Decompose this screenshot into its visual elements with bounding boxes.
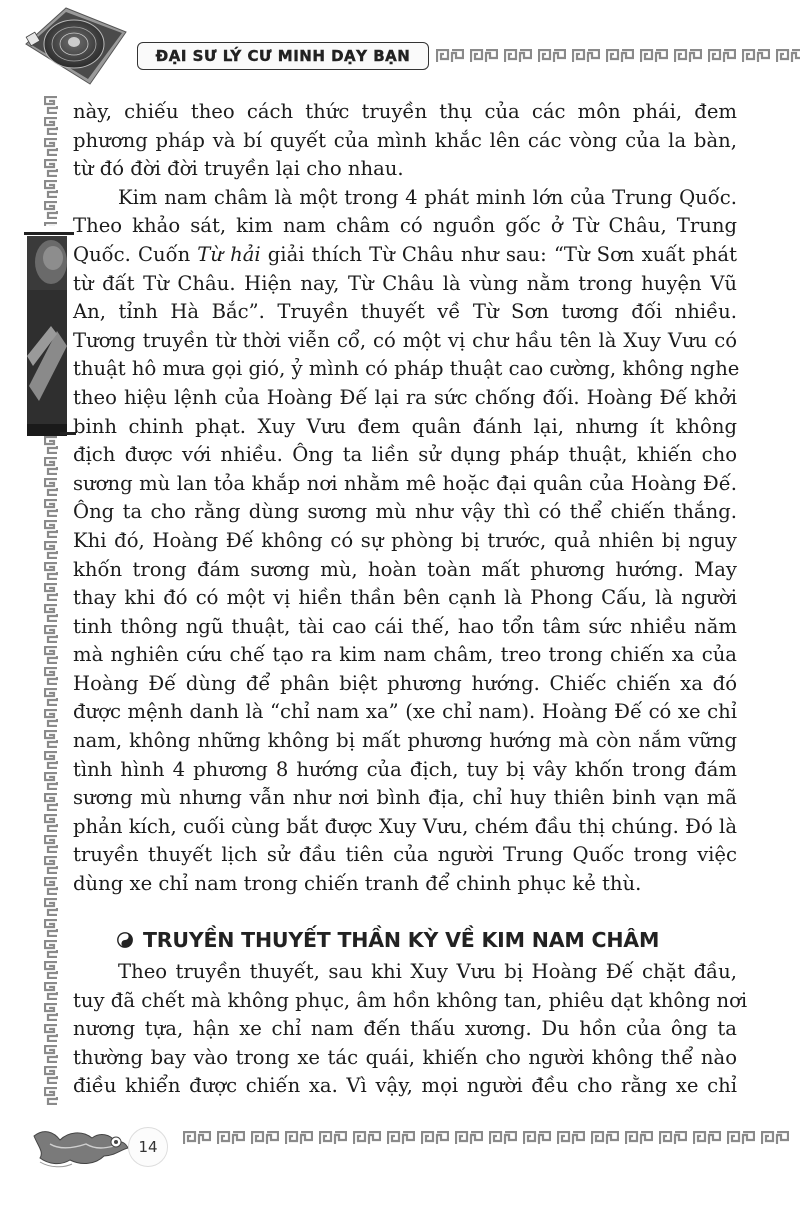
left-meander-border-upper <box>44 96 58 226</box>
meander-unit-icon <box>44 730 58 748</box>
meander-unit-icon <box>504 49 532 63</box>
text-line: này, chiếu theo cách thức truyền thụ của các môn phái, đem <box>73 100 737 123</box>
text-line: địch được với nhiều. Ông ta liền sử dụng pháp thuật, khiến cho <box>73 443 737 467</box>
meander-unit-icon <box>44 520 58 538</box>
book-title: ĐẠI SƯ LÝ CƯ MINH DẠY BẠN <box>155 47 411 65</box>
rule-divider <box>24 232 74 235</box>
meander-unit-icon <box>44 499 58 517</box>
text-line: phản kích, cuối cùng bắt được Xuy Vưu, chém đầu thị chúng. Đó là <box>73 814 737 838</box>
text-line: phương pháp và bí quyết của mình khắc lên các vòng của la bàn, <box>73 128 737 152</box>
text-line: Theo truyền thuyết, sau khi Xuy Vưu bị Hoàng Đế chặt đầu, <box>118 960 737 983</box>
paragraph <box>73 958 748 1101</box>
book-title-banner <box>137 42 429 70</box>
text-line: thường bay vào trong xe tác quái, khiến cho người không thể nào <box>73 1045 737 1069</box>
meander-unit-icon <box>319 1131 347 1145</box>
meander-unit-icon <box>761 1131 789 1145</box>
text-line: Ông ta cho rằng dùng sương mù như vậy thì có thể chiến thắng. <box>73 500 737 524</box>
text-line: sương mù nhưng vẫn như nơi bình địa, chỉ huy thiên binh vạn mã <box>73 786 737 810</box>
meander-unit-icon <box>776 49 800 63</box>
text-line: thuật hô mưa gọi gió, ỷ mình có pháp thuật cao cường, không nghe <box>73 357 740 381</box>
meander-unit-icon <box>44 138 58 156</box>
page-number: 14 <box>128 1127 168 1167</box>
meander-unit-icon <box>44 877 58 895</box>
meander-unit-icon <box>44 1087 58 1105</box>
text-line: Khi đó, Hoàng Đế không có sự phòng bị trước, quả nhiên bị nguy <box>73 528 737 552</box>
meander-unit-icon <box>44 856 58 874</box>
body-text-lower <box>73 958 748 1101</box>
meander-unit-icon <box>353 1131 381 1145</box>
body-text-upper <box>73 98 740 899</box>
meander-unit-icon <box>591 1131 619 1145</box>
meander-unit-icon <box>251 1131 279 1145</box>
meander-unit-icon <box>44 478 58 496</box>
meander-unit-icon <box>742 49 770 63</box>
meander-unit-icon <box>44 1024 58 1042</box>
section-heading-text: TRUYỀN THUYẾT THẦN KỲ VỀ KIM NAM CHÂM <box>143 928 660 952</box>
meander-unit-icon <box>183 1131 211 1145</box>
meander-unit-icon <box>44 1045 58 1063</box>
meander-unit-icon <box>674 49 702 63</box>
meander-unit-icon <box>44 604 58 622</box>
meander-unit-icon <box>44 793 58 811</box>
meander-unit-icon <box>44 625 58 643</box>
meander-unit-icon <box>44 117 58 135</box>
text-line: thay khi đó có một vị hiền thần bên cạnh là Phong Cấu, là người <box>73 586 737 610</box>
text-line: điều khiển được chiến xa. Vì vậy, mọi người đều cho rằng xe chỉ <box>73 1074 737 1098</box>
meander-unit-icon <box>44 180 58 198</box>
text-line: Theo khảo sát, kim nam châm có nguồn gốc ở Từ Châu, Trung <box>73 214 737 238</box>
meander-unit-icon <box>44 562 58 580</box>
meander-unit-icon <box>44 541 58 559</box>
meander-unit-icon <box>572 49 600 63</box>
text-line: được mệnh danh là “chỉ nam xa” (xe chỉ nam). Hoàng Đế có xe chỉ <box>73 700 737 724</box>
meander-unit-icon <box>44 583 58 601</box>
meander-unit-icon <box>470 49 498 63</box>
text-line: Kim nam châm là một trong 4 phát minh lớn của Trung Quốc. <box>118 185 737 209</box>
text-line: theo hiệu lệnh của Hoàng Đế lại ra sức chống đối. Hoàng Đế khởi <box>73 385 737 409</box>
text-line: từ đó đời đời truyền lại cho nhau. <box>73 157 404 181</box>
text-line: tinh thông ngũ thuật, tài cao cái thế, hao tổn tâm sức nhiều năm <box>73 614 737 638</box>
meander-unit-icon <box>659 1131 687 1145</box>
meander-unit-icon <box>44 1066 58 1084</box>
paragraph <box>73 184 740 899</box>
meander-unit-icon <box>523 1131 551 1145</box>
top-meander-border <box>436 49 800 63</box>
meander-unit-icon <box>44 436 58 454</box>
meander-unit-icon <box>708 49 736 63</box>
section-heading <box>117 928 659 952</box>
meander-unit-icon <box>387 1131 415 1145</box>
left-meander-border-lower <box>44 436 58 1106</box>
meander-unit-icon <box>436 49 464 63</box>
meander-unit-icon <box>557 1131 585 1145</box>
text-line: tình hình 4 phương 8 hướng của địch, tuy bị vây khốn trong đám <box>73 757 737 781</box>
dragon-icon <box>30 1122 130 1170</box>
meander-unit-icon <box>285 1131 313 1145</box>
text-line: mà nghiên cứu chế tạo ra kim nam châm, treo trong chiến xa của <box>73 643 737 667</box>
meander-unit-icon <box>44 835 58 853</box>
yin-yang-icon <box>117 932 133 948</box>
text-line: Hoàng Đế dùng để phân biệt phương hướng. Chiếc chiến xa đó <box>73 671 737 695</box>
text-line: tuy đã chết mà không phục, âm hồn không tan, phiêu dạt không nơi <box>73 988 748 1012</box>
text-line: truyền thuyết lịch sử đầu tiên của người Trung Quốc trong việc <box>73 843 737 867</box>
meander-unit-icon <box>44 814 58 832</box>
meander-unit-icon <box>625 1131 653 1145</box>
meander-unit-icon <box>44 898 58 916</box>
meander-unit-icon <box>44 919 58 937</box>
meander-unit-icon <box>421 1131 449 1145</box>
master-portrait-photo <box>27 236 67 436</box>
text-line: Quốc. Cuốn Từ hải giải thích Từ Châu như sau: “Từ Sơn xuất phát <box>73 242 737 266</box>
text-line: từ đất Từ Châu. Hiện nay, Từ Châu là vùng nằm trong huyện Vũ <box>73 271 737 295</box>
text-line: sương mù lan tỏa khắp nơi nhằm mê hoặc đại quân của Hoàng Đế. <box>73 471 737 495</box>
text-line: An, tỉnh Hà Bắc”. Truyền thuyết về Từ Sơn tương đối nhiều. <box>73 300 737 324</box>
meander-unit-icon <box>606 49 634 63</box>
meander-unit-icon <box>44 961 58 979</box>
meander-unit-icon <box>727 1131 755 1145</box>
meander-unit-icon <box>693 1131 721 1145</box>
meander-unit-icon <box>538 49 566 63</box>
meander-unit-icon <box>44 751 58 769</box>
meander-unit-icon <box>44 940 58 958</box>
text-line: nương tựa, hận xe chỉ nam đến thấu xương. Du hồn của ông ta <box>73 1017 737 1041</box>
meander-unit-icon <box>44 222 58 226</box>
meander-unit-icon <box>44 646 58 664</box>
text-line: Tương truyền từ thời viễn cổ, có một vị chư hầu tên là Xuy Vưu có <box>73 328 737 352</box>
meander-unit-icon <box>44 709 58 727</box>
meander-unit-icon <box>44 201 58 219</box>
meander-unit-icon <box>455 1131 483 1145</box>
meander-unit-icon <box>44 772 58 790</box>
text-line: nam, không những không bị mất phương hướng mà còn nắm vững <box>73 729 737 753</box>
meander-unit-icon <box>489 1131 517 1145</box>
meander-unit-icon <box>44 1003 58 1021</box>
text-line: dùng xe chỉ nam trong chiến tranh để chinh phục kẻ thù. <box>73 872 642 896</box>
meander-unit-icon <box>44 96 58 114</box>
luopan-compass-icon <box>22 6 130 86</box>
meander-unit-icon <box>44 688 58 706</box>
text-line: khốn trong đám sương mù, hoàn toàn mất phương hướng. May <box>73 557 737 581</box>
paragraph <box>73 98 737 184</box>
meander-unit-icon <box>217 1131 245 1145</box>
meander-unit-icon <box>44 667 58 685</box>
meander-unit-icon <box>44 159 58 177</box>
text-line: binh chinh phạt. Xuy Vưu đem quân đánh lại, nhưng ít không <box>73 414 737 438</box>
meander-unit-icon <box>640 49 668 63</box>
meander-unit-icon <box>44 982 58 1000</box>
bottom-meander-border <box>183 1131 800 1145</box>
meander-unit-icon <box>44 457 58 475</box>
